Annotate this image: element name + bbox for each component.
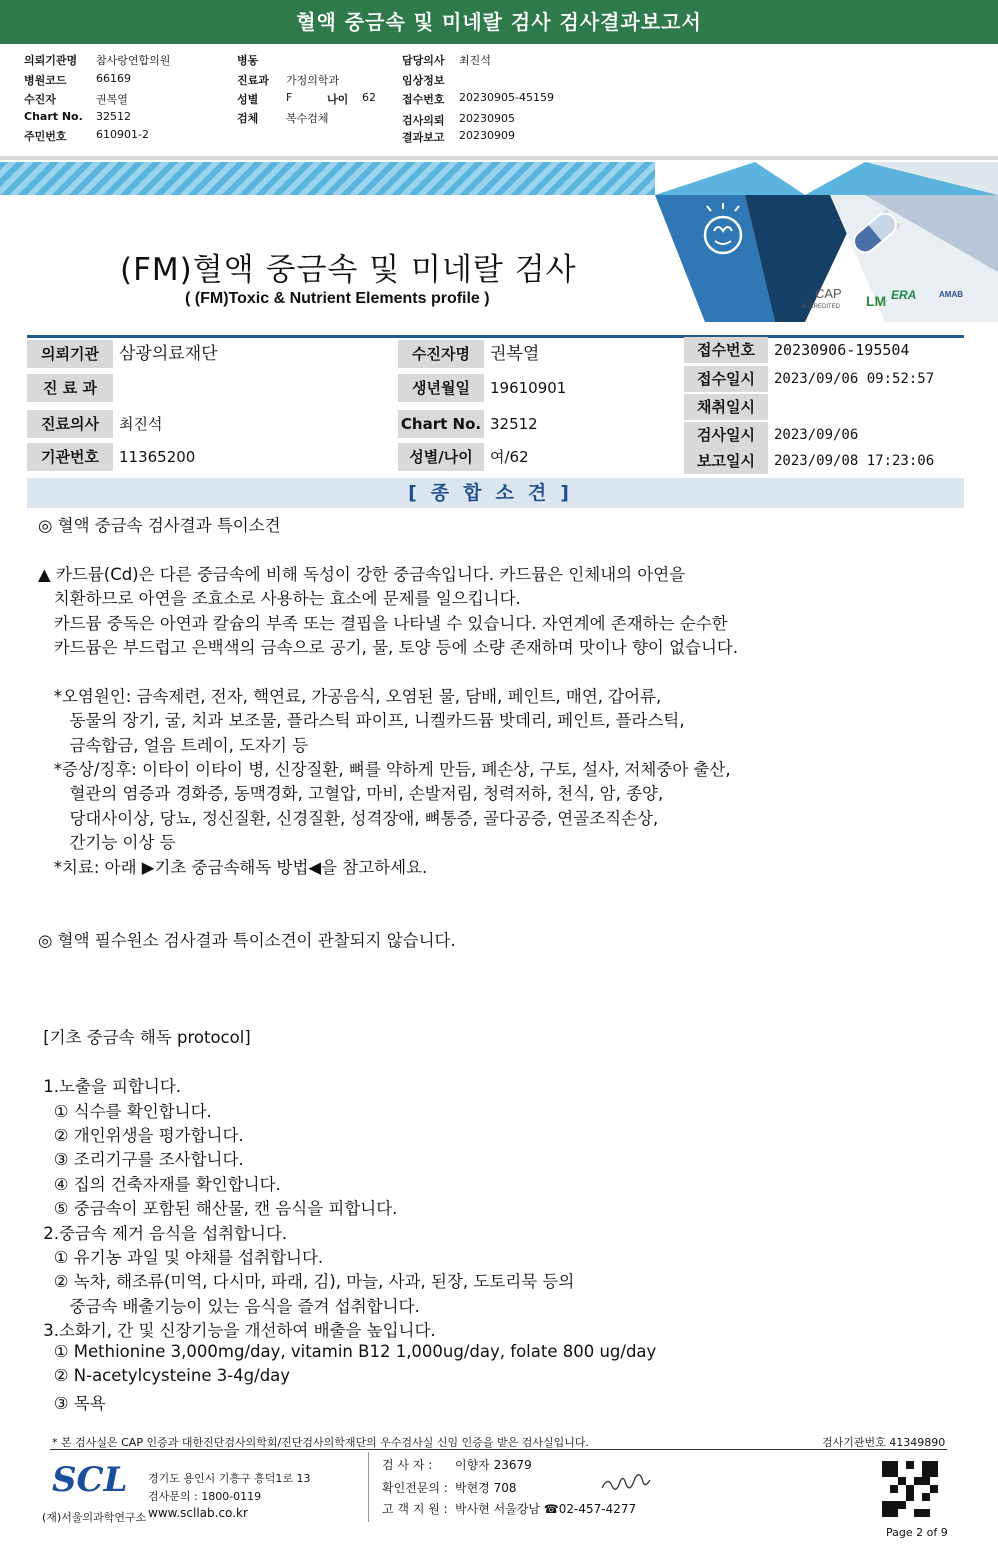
info-value: 삼광의료재단 — [119, 344, 218, 364]
header-value: 가정의학과 — [286, 74, 340, 87]
info-label: 접수번호 — [684, 337, 768, 363]
info-label: 보고일시 — [684, 448, 768, 474]
header-value: 최진석 — [459, 54, 491, 67]
test-subtitle: ( (FM)Toxic & Nutrient Elements profile ) — [185, 290, 490, 307]
staff-value: 박현경 708 — [455, 1481, 517, 1495]
header-label: 검체 — [237, 112, 259, 125]
info-value: 19610901 — [490, 379, 567, 397]
opinion-line: [기초 중금속 해독 protocol] — [38, 1028, 251, 1048]
amab-badge: AMAB — [939, 290, 963, 299]
info-label: Chart No. — [398, 410, 484, 438]
header-value: 20230909 — [459, 129, 515, 142]
header-value: 66169 — [96, 72, 131, 85]
opinion-line: ③ 목욕 — [38, 1394, 106, 1414]
opinion-line: ① 식수를 확인합니다. — [38, 1101, 212, 1121]
header-value: 권복열 — [96, 93, 128, 106]
header-label: Chart No. — [24, 110, 83, 123]
test-title: (FM)혈액 중금속 및 미네랄 검사 — [120, 252, 577, 288]
info-value: 20230906-195504 — [774, 341, 910, 359]
org-address: 경기도 용인시 기흥구 흥덕1로 13 — [148, 1472, 311, 1485]
header-label: 결과보고 — [402, 131, 445, 144]
lm-badge: LM — [866, 293, 887, 309]
info-value: 2023/09/06 — [774, 427, 859, 443]
institution-number: 검사기관번호 41349890 — [822, 1436, 946, 1449]
staff-label: 확인전문의 : — [382, 1481, 448, 1495]
header-value: 20230905-45159 — [459, 91, 554, 104]
opinion-line: *증상/징후: 이타이 이타이 병, 신장질환, 뼈를 약하게 만듬, 폐손상, 구토, 설사, 저체중아 출산, — [38, 760, 731, 779]
opinion-line: 혈관의 염증과 경화증, 동맥경화, 고혈압, 마비, 손발저림, 청력저하, 천식, 암, 종양, — [38, 784, 664, 804]
info-value — [113, 374, 119, 402]
staff-value: 이향자 23679 — [455, 1458, 532, 1472]
opinion-line: ① Methionine 3,000mg/day, vitamin B12 1,000ug/day, folate 800 ug/day — [38, 1341, 657, 1361]
header-label: 의뢰기관명 — [24, 54, 78, 67]
header-value: F — [286, 91, 293, 104]
opinion-line: 3.소화기, 간 및 신장기능을 개선하여 배출을 높입니다. — [38, 1321, 436, 1341]
opinion-line: ◎ 혈액 필수원소 검사결과 특이소견이 관찰되지 않습니다. — [38, 930, 456, 950]
footer-rule — [50, 1449, 947, 1450]
info-label: 접수일시 — [684, 366, 768, 392]
page-number: Page 2 of 9 — [886, 1526, 948, 1539]
opinion-line: ⑤ 중금속이 포함된 해산물, 캔 음식을 피합니다. — [38, 1199, 398, 1219]
footer-divider — [368, 1452, 369, 1522]
staff-label: 고 객 지 원 : — [382, 1502, 448, 1516]
opinion-line: 2.중금속 제거 음식을 섭취합니다. — [38, 1223, 288, 1243]
info-value — [768, 394, 774, 420]
decorative-stripe — [0, 162, 660, 195]
header-graphic — [655, 162, 998, 322]
header-label: 검사의뢰 — [402, 114, 445, 127]
info-label: 채취일시 — [684, 394, 768, 420]
header-value: 복수검체 — [286, 112, 329, 125]
header-label: 접수번호 — [402, 93, 445, 106]
header-value: 610901-2 — [96, 128, 149, 141]
opinion-line: ◎ 혈액 중금속 검사결과 특이소견 — [38, 516, 281, 535]
info-value: 권복열 — [490, 344, 540, 364]
staff-value: 박사현 서울강남 ☎02-457-4277 — [455, 1502, 637, 1516]
opinion-line: 동물의 장기, 굴, 치과 보조물, 플라스틱 파이프, 니켈카드뮴 밧데리, 페인트, 플라스틱, — [38, 711, 685, 731]
header-label: 나이 — [327, 93, 349, 106]
opinion-line: 당대사이상, 당뇨, 정신질환, 신경질환, 성격장애, 뼈통증, 골다공증, 연골조직손상, — [38, 808, 659, 828]
header-label: 병원코드 — [24, 74, 67, 87]
opinion-line: 카드뮴은 부드럽고 은백색의 금속으로 공기, 물, 토양 등에 소량 존재하며 맛이나 향이 없습니다. — [38, 638, 739, 657]
org-website: www.scllab.co.kr — [148, 1506, 248, 1520]
info-label: 진료의사 — [27, 410, 113, 438]
header-label: 수진자 — [24, 93, 56, 106]
info-label: 진 료 과 — [27, 374, 113, 402]
info-value: 2023/09/08 17:23:06 — [774, 453, 935, 469]
staff-label: 검 사 자 : — [382, 1458, 433, 1472]
info-value: 여/62 — [490, 448, 529, 466]
opinion-line: 치환하므로 아연을 조효소로 사용하는 효소에 문제를 일으킵니다. — [38, 589, 521, 609]
info-value: 최진석 — [119, 415, 163, 433]
opinion-line: ③ 조리기구를 조사합니다. — [38, 1150, 244, 1170]
header-label: 병동 — [237, 54, 259, 67]
org-name: (재)서울의과학연구소 — [42, 1511, 147, 1524]
header-divider — [0, 156, 998, 160]
opinion-line: 중금속 배출기능이 있는 음식을 즐겨 섭취합니다. — [38, 1296, 420, 1316]
header-value: 62 — [362, 91, 376, 104]
opinion-line: *치료: 아래 ▶기초 중금속해독 방법◀을 참고하세요. — [38, 857, 428, 877]
signature-image — [598, 1472, 654, 1496]
info-label: 생년월일 — [398, 374, 484, 402]
header-label: 주민번호 — [24, 130, 67, 143]
opinion-line: ② N-acetylcysteine 3-4g/day — [38, 1366, 291, 1385]
header-value: 32512 — [96, 110, 131, 123]
cap-badge: CAP — [815, 286, 842, 301]
era-badge: ERA — [891, 288, 917, 302]
opinion-line: 간기능 이상 등 — [38, 833, 176, 853]
opinion-banner: [종합소견] — [27, 478, 964, 508]
opinion-line: ② 개인위생을 평가합니다. — [38, 1126, 244, 1145]
opinion-line: ② 녹차, 해조류(미역, 다시마, 파래, 김), 마늘, 사과, 된장, 도토리묵 등의 — [38, 1272, 575, 1292]
info-label: 수진자명 — [398, 340, 484, 368]
header-label: 성별 — [237, 93, 259, 106]
report-header — [0, 44, 998, 156]
cap-badge-sub: ACCREDITED — [801, 304, 841, 310]
info-value: 2023/09/06 09:52:57 — [774, 371, 935, 387]
header-label: 진료과 — [237, 74, 269, 87]
header-value: 20230905 — [459, 112, 515, 125]
opinion-line: 1.노출을 피합니다. — [38, 1077, 182, 1097]
info-label: 의뢰기관 — [27, 340, 113, 368]
opinion-line: ① 유기농 과일 및 야채를 섭취합니다. — [38, 1248, 324, 1267]
opinion-line: ▲ 카드뮴(Cd)은 다른 중금속에 비해 독성이 강한 중금속입니다. 카드뮴은 인체내의 아연을 — [38, 564, 686, 584]
scl-logo: SCL — [52, 1460, 128, 1500]
opinion-line: ④ 집의 건축자재를 확인합니다. — [38, 1174, 281, 1194]
info-label: 성별/나이 — [398, 443, 484, 471]
info-value: 11365200 — [119, 448, 196, 466]
qr-code — [882, 1461, 938, 1517]
header-label: 담당의사 — [402, 54, 445, 67]
opinion-line: *오염원인: 금속제련, 전자, 핵연료, 가공음식, 오염된 물, 담배, 페인트, 매연, 갑어류, — [38, 686, 662, 706]
header-value: 참사랑연합의원 — [96, 54, 171, 67]
cert-note: * 본 검사실은 CAP 인증과 대한진단검사의학회/진단검사의학재단의 우수검사실 신임 인증을 받은 검사실입니다. — [52, 1436, 590, 1449]
info-label: 기관번호 — [27, 443, 113, 471]
report-title: 혈액 중금속 및 미네랄 검사 검사결과보고서 — [0, 0, 998, 44]
opinion-line: 금속합금, 얼음 트레이, 도자기 등 — [38, 735, 309, 755]
org-phone: 검사문의 : 1800-0119 — [148, 1490, 262, 1503]
opinion-line: 카드뮴 중독은 아연과 칼슘의 부족 또는 결핍을 나타낼 수 있습니다. 자연계에 존재하는 순수한 — [38, 613, 728, 633]
header-label: 임상정보 — [402, 74, 445, 87]
info-label: 검사일시 — [684, 422, 768, 448]
info-value: 32512 — [490, 415, 538, 433]
